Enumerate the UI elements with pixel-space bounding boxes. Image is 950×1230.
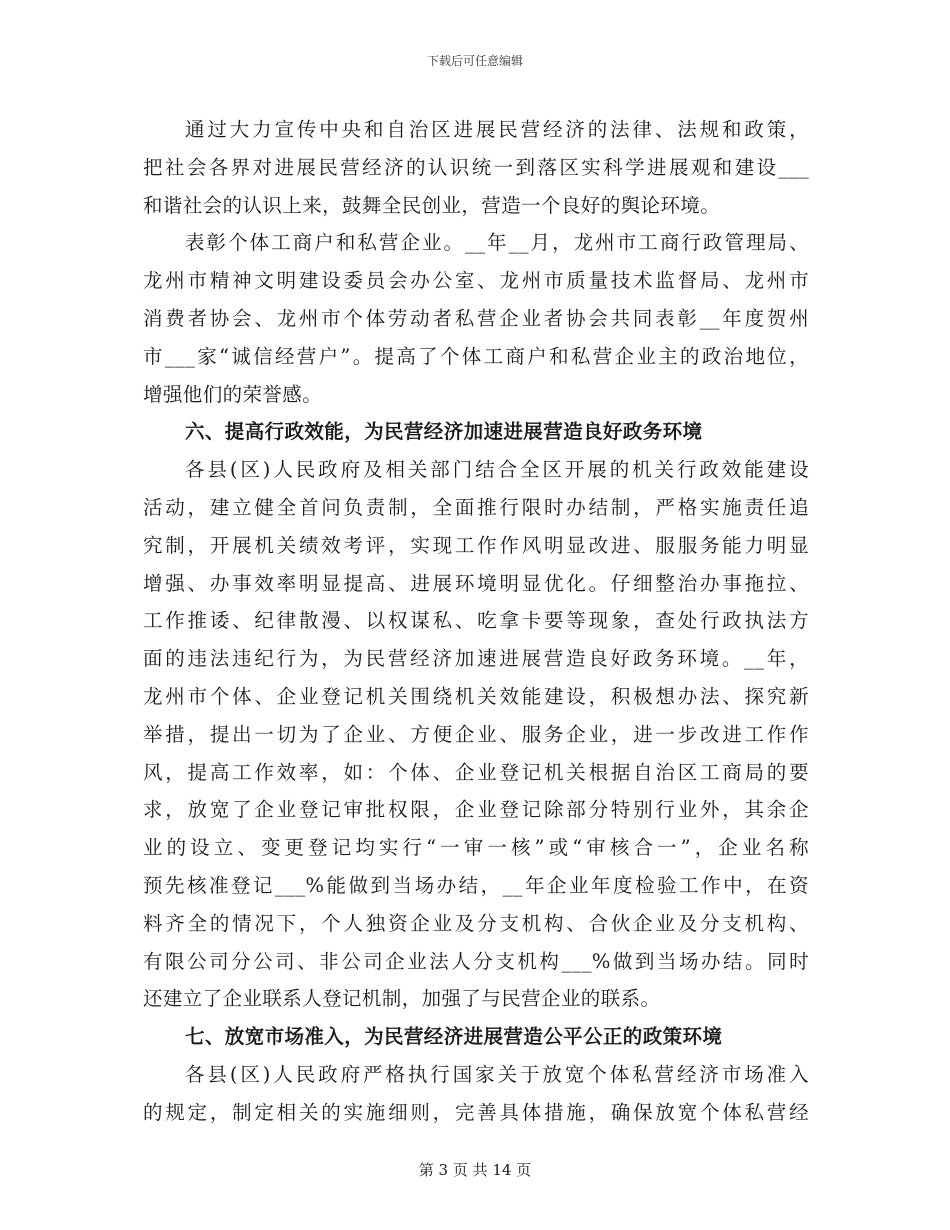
section-heading-seven: 七、放宽市场准入，为民营经济进展营造公平公正的政策环境	[185, 1025, 723, 1049]
paragraph-line: 还建立了企业联系人登记机制，加强了与民营企业的联系。	[143, 987, 661, 1011]
paragraph-line: 各县(区)人民政府严格执行国家关于放宽个体私营经济市场准入	[185, 1062, 809, 1086]
paragraph-line: 和谐社会的认识上来，鼓舞全民创业，营造一个良好的舆论环境。	[143, 193, 721, 217]
paragraph-line: 龙州市个体、企业登记机关围绕机关效能建设，积极想办法、探究新	[143, 684, 809, 708]
paragraph-line: 市___家“诚信经营户”。提高了个体工商户和私营企业主的政治地位，	[143, 344, 809, 368]
paragraph-line: 料齐全的情况下，个人独资企业及分支机构、合伙企业及分支机构、	[143, 911, 809, 935]
paragraph-line: 业的设立、变更登记均实行“一审一核”或“审核合一”，企业名称	[143, 836, 809, 860]
page-header-note: 下载后可任意编辑	[426, 54, 523, 68]
paragraph-line: 把社会各界对进展民营经济的认识统一到落区实科学进展观和建设___	[143, 155, 809, 179]
paragraph-line: 活动，建立健全首问负责制，全面推行限时办结制，严格实施责任追	[143, 495, 809, 519]
document-body	[143, 111, 809, 1132]
paragraph-line: 增强、办事效率明显提高、进展环境明显优化。仔细整治办事拖拉、	[143, 571, 809, 595]
paragraph-line: 消费者协会、龙州市个体劳动者私营企业者协会共同表彰__年度贺州	[143, 306, 809, 330]
paragraph-line: 工作推诿、纪律散漫、以权谋私、吃拿卡要等现象，查处行政执法方	[143, 609, 809, 633]
paragraph-line: 有限公司分公司、非公司企业法人分支机构___%做到当场办结。同时	[143, 949, 809, 973]
page-number-footer: 第 3 页 共 14 页	[418, 1161, 532, 1179]
paragraph-line: 究制，开展机关绩效考评，实现工作作风明显改进、服服务能力明显	[143, 533, 809, 557]
paragraph-line: 通过大力宣传中央和自治区进展民营经济的法律、法规和政策，	[185, 118, 809, 141]
paragraph-line: 预先核准登记___%能做到当场办结，__年企业年度检验工作中，在资	[143, 873, 809, 897]
paragraph-line: 增强他们的荣誉感。	[143, 382, 323, 406]
section-heading-six: 六、提高行政效能，为民营经济加速进展营造良好政务环境	[185, 420, 703, 444]
paragraph-line: 面的违法违纪行为，为民营经济加速进展营造良好政务环境。__年，	[143, 647, 809, 671]
paragraph-line: 的规定，制定相关的实施细则，完善具体措施，确保放宽个体私营经	[143, 1100, 809, 1124]
paragraph-line: 求，放宽了企业登记审批权限，企业登记除部分特别行业外，其余企	[143, 798, 809, 822]
paragraph-line: 龙州市精神文明建设委员会办公室、龙州市质量技术监督局、龙州市	[143, 269, 809, 293]
paragraph-line: 表彰个体工商户和私营企业。__年__月，龙州市工商行政管理局、	[185, 231, 809, 255]
paragraph-line: 举措，提出一切为了企业、方便企业、服务企业，进一步改进工作作	[143, 722, 809, 746]
paragraph-line: 各县(区)人民政府及相关部门结合全区开展的机关行政效能建设	[185, 458, 809, 482]
paragraph-line: 风，提高工作效率，如：个体、企业登记机关根据自治区工商局的要	[143, 760, 809, 784]
